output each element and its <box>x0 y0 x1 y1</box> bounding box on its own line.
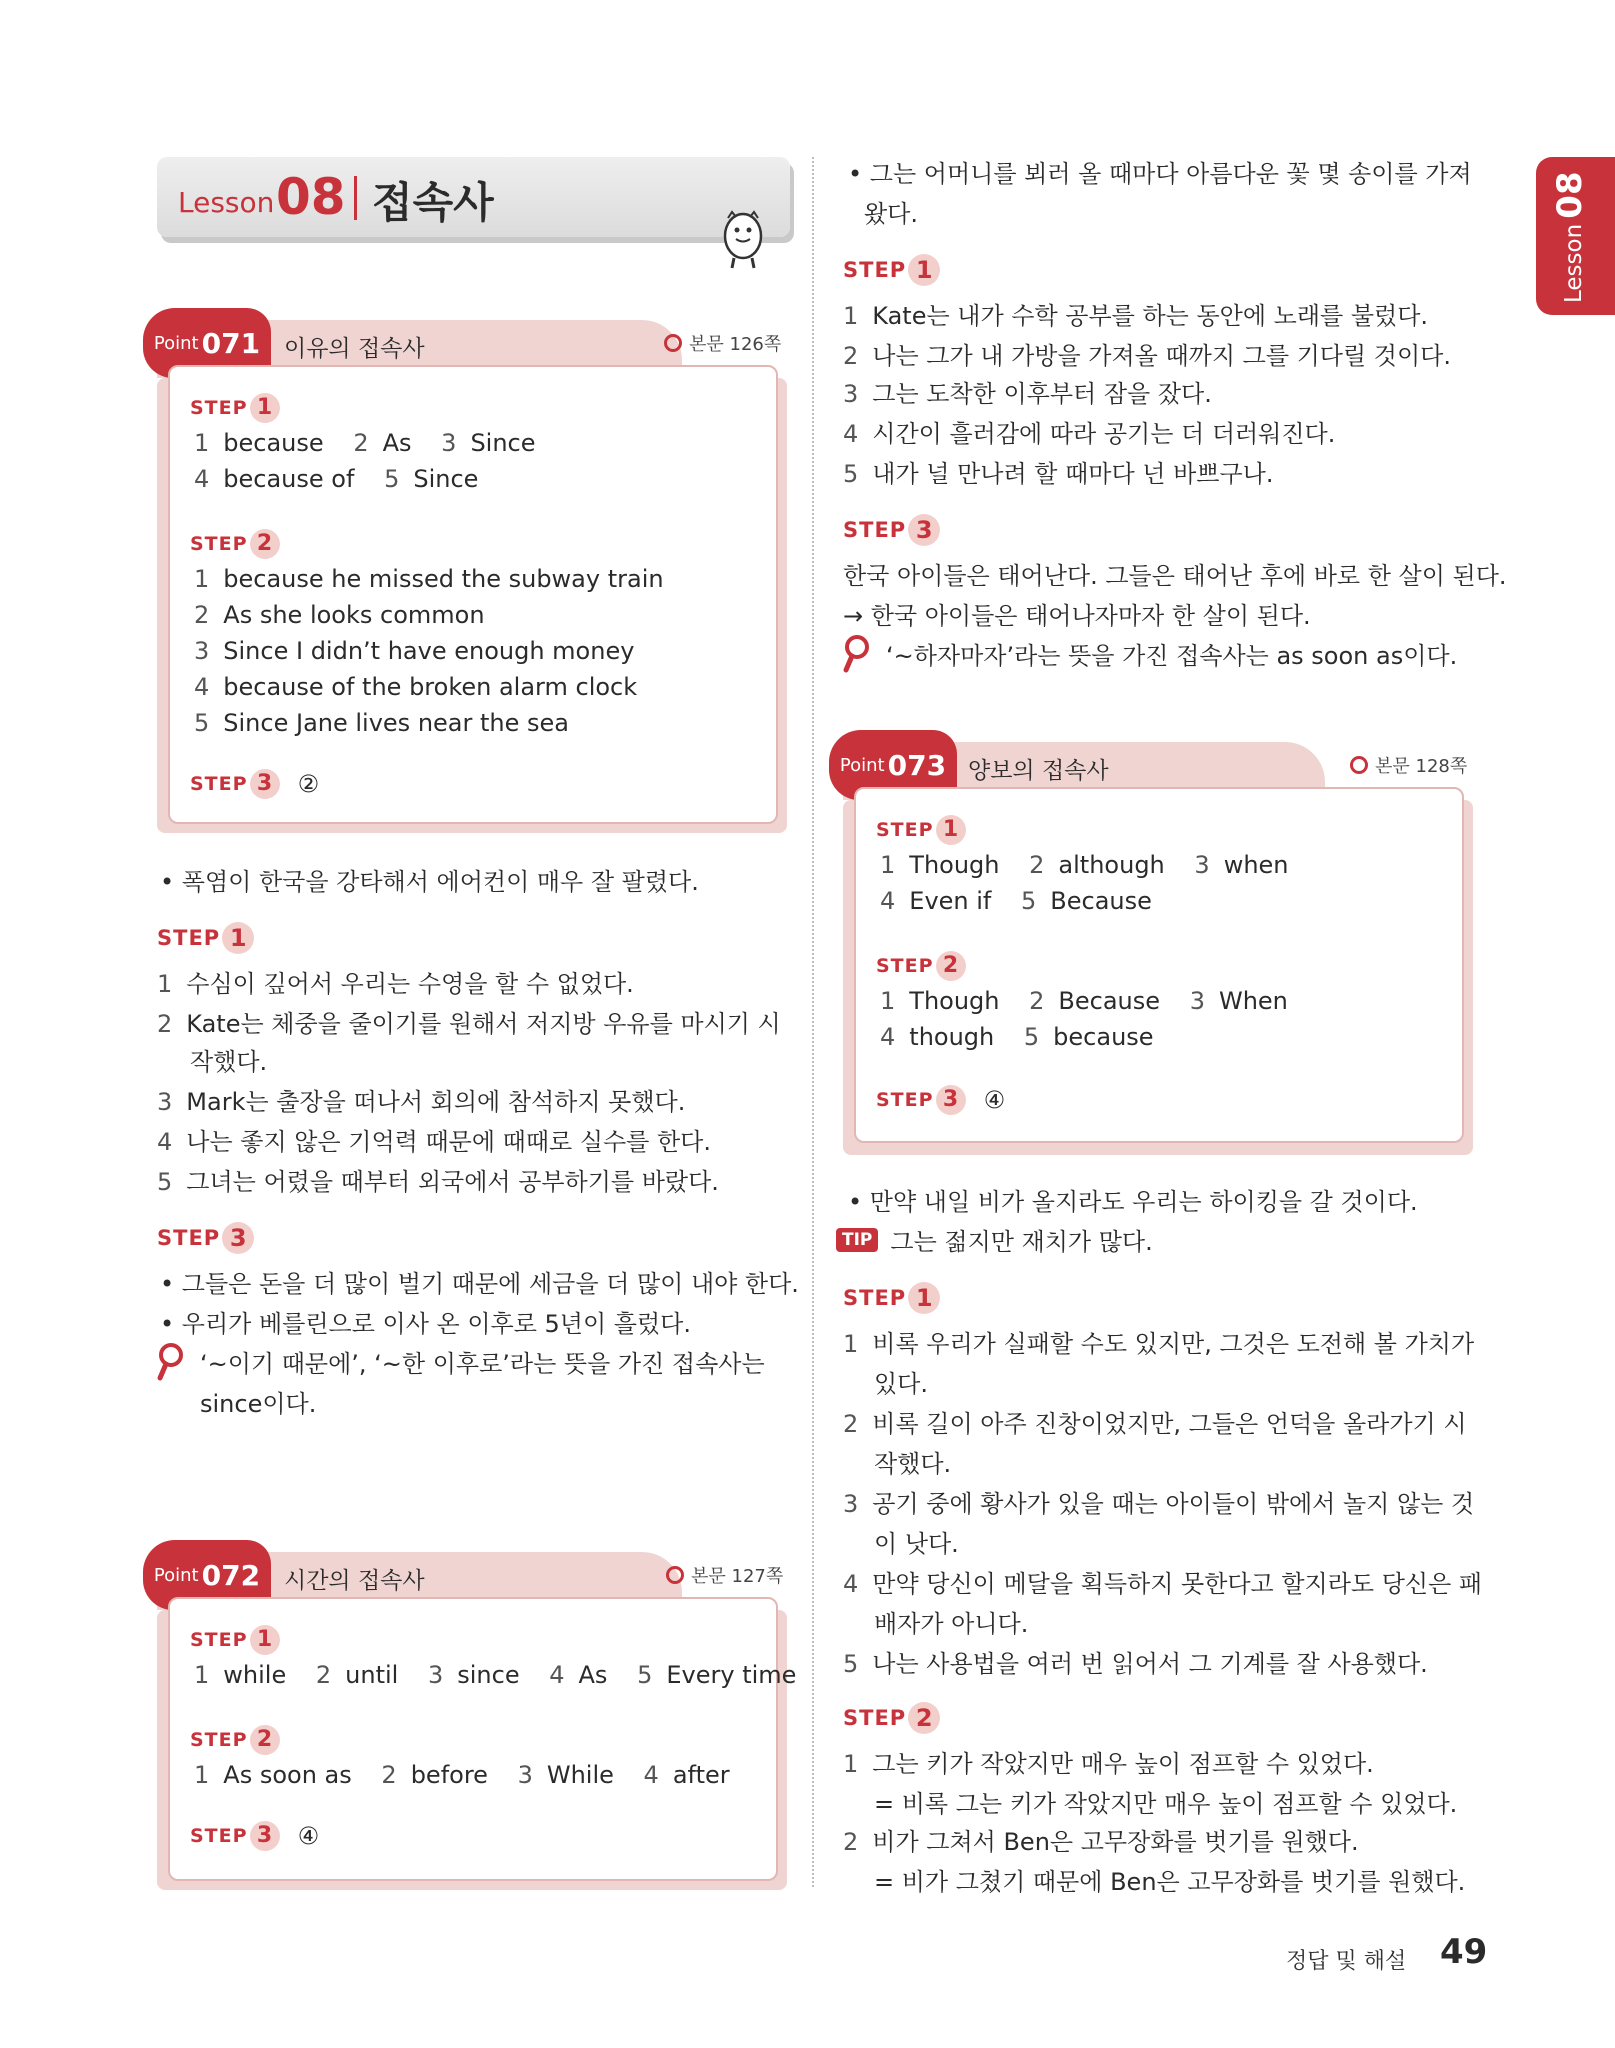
translation-line: 1 Kate는 내가 수학 공부를 하는 동안에 노래를 불렀다. <box>843 302 1429 330</box>
step-label: STEP 3 <box>843 514 940 546</box>
translation-line: 2 나는 그가 내 가방을 가져올 때까지 그를 기다릴 것이다. <box>843 342 1451 370</box>
hint-text: since이다. <box>200 1390 317 1418</box>
step-label: STEP 1 <box>190 1625 280 1655</box>
hint-text: ‘~이기 때문에’, ‘~한 이후로’라는 뜻을 가진 접속사는 <box>200 1350 765 1378</box>
answer-box <box>168 365 778 824</box>
lesson-divider <box>354 176 357 220</box>
book-page-reference: 본문 126쪽 <box>664 330 781 356</box>
translation-line: 3 Mark는 출장을 떠나서 회의에 참석하지 못했다. <box>157 1088 686 1116</box>
circle-icon <box>1350 756 1368 774</box>
page-number: 49 <box>1440 1932 1488 1972</box>
answer-line: 4 because of the broken alarm clock <box>194 673 638 701</box>
translation-line-cont: 있다. <box>874 1370 928 1398</box>
translation-line: 5 내가 널 만나려 할 때마다 넌 바쁘구나. <box>843 460 1274 488</box>
hint-text: ‘~하자마자’라는 뜻을 가진 접속사는 as soon as이다. <box>886 642 1458 670</box>
translation-line: 1 그는 키가 작았지만 매우 높이 점프할 수 있었다. <box>843 1750 1374 1778</box>
translation-line: 한국 아이들은 태어난다. 그들은 태어난 후에 바로 한 살이 된다. <box>843 562 1507 590</box>
note-bullet: • 폭염이 한국을 강타해서 에어컨이 매우 잘 팔렸다. <box>160 868 699 896</box>
point-title: 시간의 접속사 <box>284 1568 425 1594</box>
step-label: STEP 1 <box>190 393 280 423</box>
translation-line-cont: 작했다. <box>874 1450 952 1478</box>
translation-line: 2 비록 길이 아주 진창이었지만, 그들은 언덕을 올라가기 시 <box>843 1410 1467 1438</box>
answer-line: 3 Since I didn’t have enough money <box>194 637 635 665</box>
step-label: STEP 2 <box>843 1702 940 1734</box>
answer-line: 2 As she looks common <box>194 601 485 629</box>
translation-line: → 한국 아이들은 태어나자마자 한 살이 된다. <box>843 602 1311 630</box>
answer-line: 1 Though 2 Because 3 When <box>880 987 1288 1015</box>
translation-line: 1 수심이 깊어서 우리는 수영을 할 수 없었다. <box>157 970 634 998</box>
translation-line-cont: 배자가 아니다. <box>874 1610 1029 1638</box>
step-label: STEP 3 ④ <box>876 1086 1006 1114</box>
answer-box <box>168 1597 797 1881</box>
side-tab-label: Lesson 08 <box>1550 171 1590 303</box>
tip-text: 그는 젊지만 재치가 많다. <box>890 1228 1153 1256</box>
answer-box <box>854 787 1464 1143</box>
note-bullet: • 우리가 베를린으로 이사 온 이후로 5년이 흘렀다. <box>160 1310 691 1338</box>
answer-line: 4 because of 5 Since <box>194 465 479 493</box>
circle-icon <box>666 1566 684 1584</box>
point-badge: Point 073 <box>829 730 957 800</box>
step-label: STEP 1 <box>843 254 940 286</box>
step-label: STEP 2 <box>190 1725 280 1755</box>
magnifier-icon <box>156 1342 186 1382</box>
note-bullet: • 그들은 돈을 더 많이 벌기 때문에 세금을 더 많이 내야 한다. <box>160 1270 799 1298</box>
answer-line: 1 because he missed the subway train <box>194 565 664 593</box>
mascot-icon <box>718 208 768 272</box>
translation-line: 5 나는 사용법을 여러 번 읽어서 그 기계를 잘 사용했다. <box>843 1650 1428 1678</box>
answer-line: 4 Even if 5 Because <box>880 887 1152 915</box>
translation-line-cont: 이 낫다. <box>874 1530 959 1558</box>
step-label: STEP 3 ② <box>190 770 320 798</box>
answer-line: 1 Though 2 although 3 when <box>880 851 1289 879</box>
note-bullet: • 그는 어머니를 뵈러 올 때마다 아름다운 꽃 몇 송이를 가져 <box>848 160 1472 188</box>
answer-line: 1 because 2 As 3 Since <box>194 429 536 457</box>
lesson-label: Lesson <box>178 186 275 219</box>
point-badge: Point 072 <box>143 1540 271 1610</box>
translation-line: 2 Kate는 체중을 줄이기를 원해서 저지방 우유를 마시기 시 <box>157 1010 781 1038</box>
point-title: 양보의 접속사 <box>968 758 1109 784</box>
step-label: STEP 3 ④ <box>190 1822 320 1850</box>
translation-line: 3 그는 도착한 이후부터 잠을 잤다. <box>843 380 1212 408</box>
point-title: 이유의 접속사 <box>284 336 425 362</box>
translation-line-cont: 작했다. <box>190 1048 268 1076</box>
answer-line: 5 Since Jane lives near the sea <box>194 709 569 737</box>
step-label: STEP 2 <box>190 529 280 559</box>
point-badge: Point 071 <box>143 308 271 378</box>
step-label: STEP 1 <box>876 815 966 845</box>
translation-line: 2 비가 그쳐서 Ben은 고무장화를 벗기를 원했다. <box>843 1828 1359 1856</box>
answer-line: 1 while 2 until 3 since 4 As 5 Every time <box>194 1661 797 1689</box>
book-page-reference: 본문 127쪽 <box>666 1562 783 1588</box>
circle-icon <box>664 334 682 352</box>
lesson-title: 접속사 <box>372 178 494 227</box>
translation-line-cont: = 비록 그는 키가 작았지만 매우 높이 점프할 수 있었다. <box>874 1790 1458 1818</box>
tip-badge: TIP <box>836 1228 878 1252</box>
book-page-reference: 본문 128쪽 <box>1350 752 1467 778</box>
step-label: STEP 1 <box>843 1282 940 1314</box>
note-bullet-cont: 왔다. <box>864 200 918 228</box>
footer-label: 정답 및 해설 <box>1286 1949 1407 1974</box>
translation-line: 4 만약 당신이 메달을 획득하지 못한다고 할지라도 당신은 패 <box>843 1570 1483 1598</box>
column-separator <box>812 157 814 1887</box>
magnifier-icon <box>842 634 872 674</box>
translation-line: 1 비록 우리가 실패할 수도 있지만, 그것은 도전해 볼 가치가 <box>843 1330 1475 1358</box>
tip-line <box>836 1222 1153 1257</box>
answer-line: 1 As soon as 2 before 3 While 4 after <box>194 1761 730 1789</box>
step-label: STEP 3 <box>157 1222 254 1254</box>
translation-line: 5 그녀는 어렸을 때부터 외국에서 공부하기를 바랐다. <box>157 1168 719 1196</box>
translation-line-cont: = 비가 그쳤기 때문에 Ben은 고무장화를 벗기를 원했다. <box>874 1868 1466 1896</box>
translation-line: 3 공기 중에 황사가 있을 때는 아이들이 밖에서 놀지 않는 것 <box>843 1490 1475 1518</box>
step-label: STEP 2 <box>876 951 966 981</box>
answer-line: 4 though 5 because <box>880 1023 1154 1051</box>
step-label: STEP 1 <box>157 922 254 954</box>
translation-line: 4 시간이 흘러감에 따라 공기는 더 더러워진다. <box>843 420 1336 448</box>
lesson-number: 08 <box>276 168 346 226</box>
translation-line: 4 나는 좋지 않은 기억력 때문에 때때로 실수를 한다. <box>157 1128 711 1156</box>
note-bullet: • 만약 내일 비가 올지라도 우리는 하이킹을 갈 것이다. <box>848 1188 1418 1216</box>
